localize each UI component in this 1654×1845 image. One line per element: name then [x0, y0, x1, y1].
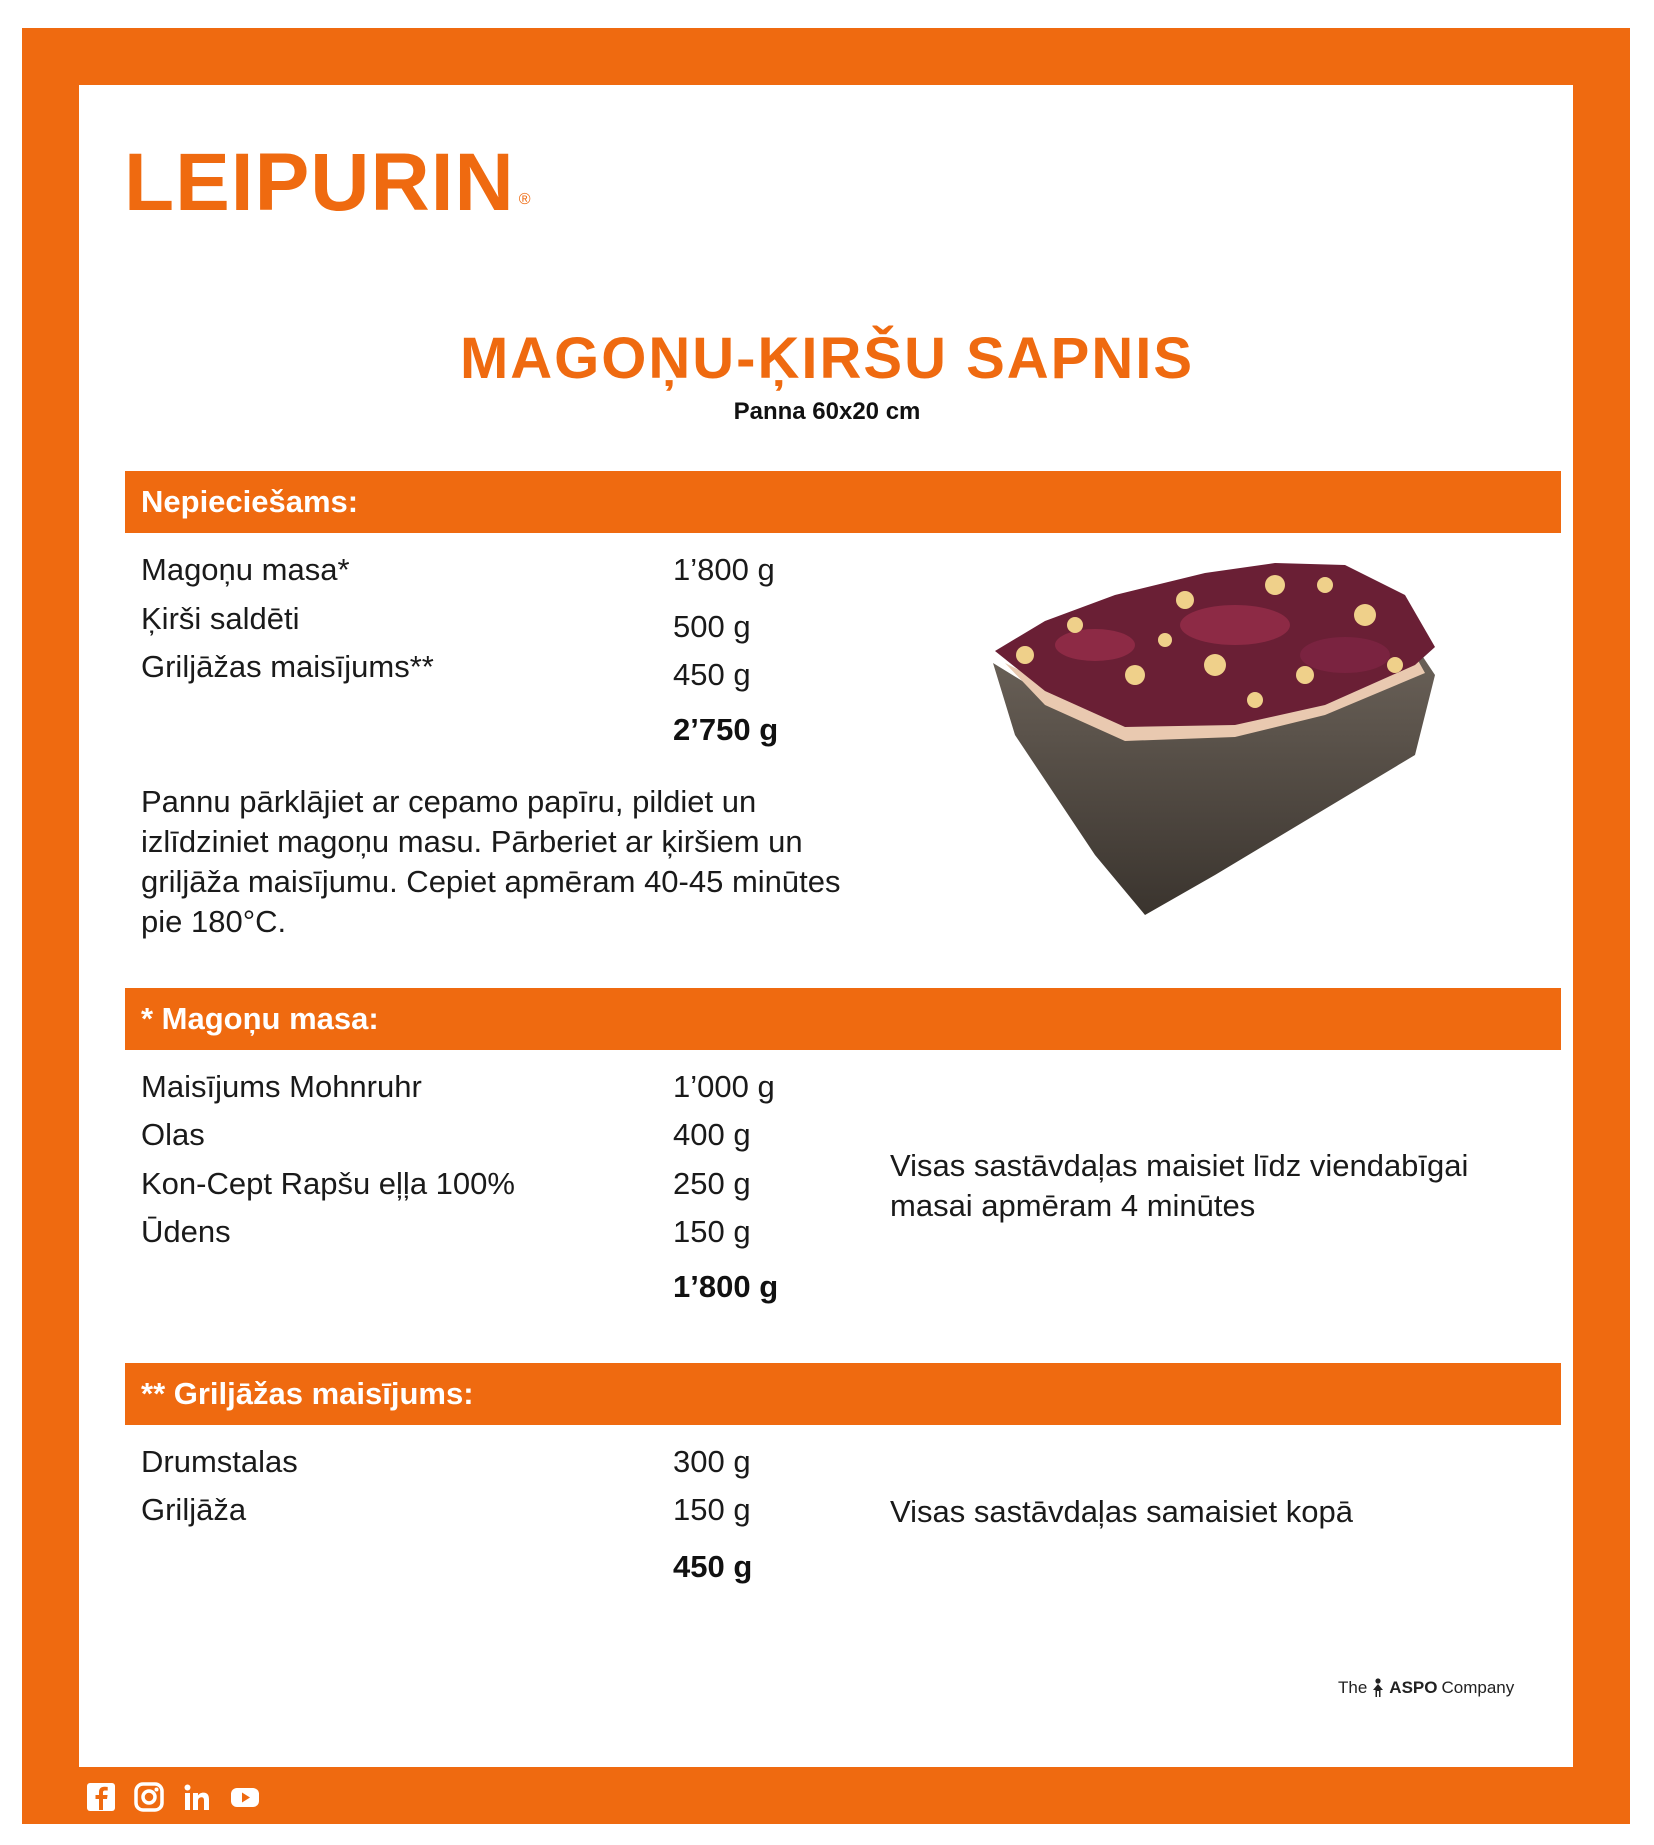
aspo-suffix: Company: [1441, 1678, 1515, 1697]
facebook-icon[interactable]: [86, 1782, 116, 1812]
ingredient-row: [141, 1160, 961, 1208]
ingredient-qty: 250 g: [673, 1166, 751, 1201]
aspo-figure-icon: [1371, 1678, 1385, 1698]
ingredient-row: [141, 1486, 961, 1534]
ingredient-qty: 500 g: [673, 609, 751, 644]
section-header-crumble: ** Griljāžas maisījums:: [125, 1363, 1561, 1425]
ingredient-row: [141, 1208, 961, 1256]
ingredient-name: Griljāža: [141, 1492, 247, 1527]
linkedin-icon[interactable]: [182, 1782, 212, 1812]
registered-mark: ®: [518, 191, 532, 208]
recipe-subtitle: Panna 60x20 cm: [733, 398, 921, 425]
ingredient-name: Kon-Cept Rapšu eļļa 100%: [141, 1166, 515, 1201]
aspo-company-mark: [1338, 1678, 1514, 1698]
ingredient-qty: 1’800 g: [673, 552, 775, 587]
ingredient-name: Ķirši saldēti: [141, 601, 300, 636]
section-header-poppy: * Magoņu masa:: [125, 988, 1561, 1050]
mixing-note: Visas sastāvdaļas maisiet līdz viendabīgai masai apmēram 4 minūtes: [890, 1148, 1469, 1223]
ingredient-name: Maisījums Mohnruhr: [141, 1069, 422, 1104]
ingredient-qty: 400 g: [673, 1117, 751, 1152]
aspo-brand: ASPO: [1389, 1678, 1438, 1697]
social-links: [86, 1782, 260, 1812]
logo-text: LEIPURIN: [124, 137, 515, 228]
ingredient-name: Magoņu masa*: [141, 552, 350, 587]
ingredient-qty: 150 g: [673, 1214, 751, 1249]
total-weight: 2’750 g: [673, 712, 779, 747]
ingredient-row: [141, 1063, 961, 1111]
ingredient-row: [141, 595, 961, 643]
ingredient-name: Olas: [141, 1117, 205, 1152]
section-header-main: Nepieciešams:: [125, 471, 1561, 533]
ingredient-name: Griljāžas maisījums**: [141, 649, 434, 684]
ingredient-qty: 150 g: [673, 1492, 751, 1527]
baking-instructions: Pannu pārklājiet ar cepamo papīru, pildiet un izlīdziniet magoņu masu. Pārberiet ar ķiršiem un griljāža maisījumu. Cepiet apmēram 40-45 minūtes pie 180°C.: [141, 784, 841, 939]
leipurin-logo: [124, 138, 532, 228]
ingredient-row: [141, 1111, 961, 1159]
ingredient-name: Drumstalas: [141, 1444, 298, 1479]
total-weight: 1’800 g: [673, 1269, 779, 1304]
ingredient-qty: 300 g: [673, 1444, 751, 1479]
recipe-title: MAGOŅU-ĶIRŠU SAPNIS: [459, 326, 1195, 391]
cake-slice-image: [985, 555, 1445, 925]
aspo-prefix: The: [1338, 1678, 1368, 1697]
instagram-icon[interactable]: [134, 1782, 164, 1812]
ingredient-qty: 1’000 g: [673, 1069, 775, 1104]
total-weight: 450 g: [673, 1549, 753, 1584]
youtube-icon[interactable]: [230, 1782, 260, 1812]
mixing-note: Visas sastāvdaļas samaisiet kopā: [890, 1494, 1353, 1529]
ingredient-row: [141, 1438, 961, 1486]
ingredient-name: Ūdens: [141, 1214, 231, 1249]
ingredient-qty: 450 g: [673, 657, 751, 692]
ingredient-row: [141, 643, 961, 691]
ingredient-row: [141, 546, 961, 594]
